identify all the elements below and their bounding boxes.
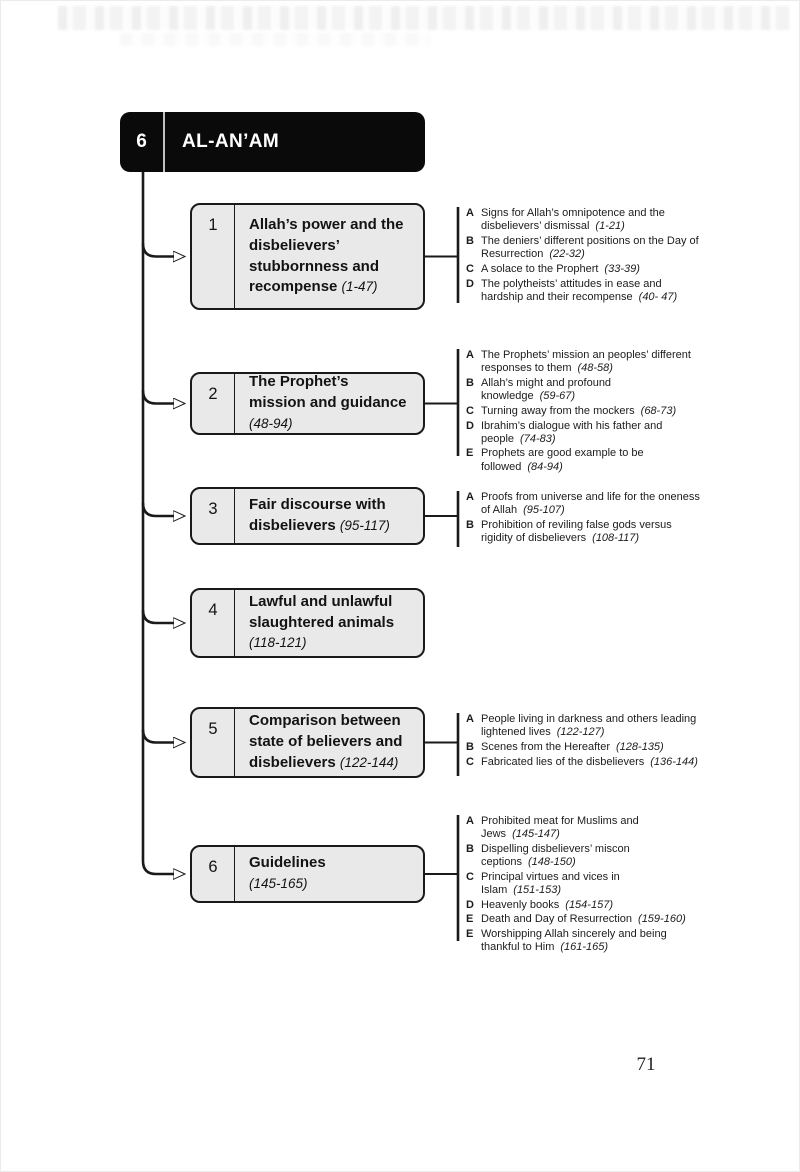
subitem-range: (161-165) bbox=[560, 941, 609, 954]
subitem bbox=[466, 815, 700, 841]
subitem-range: (68-73) bbox=[640, 404, 677, 417]
section-number: 4 bbox=[192, 590, 235, 656]
subitem bbox=[466, 756, 700, 769]
section-title-text: Allah’s power and the disbelievers’ stubbornness and recompense bbox=[249, 216, 404, 296]
subitem bbox=[466, 349, 700, 375]
subitem-letter: C bbox=[466, 262, 474, 275]
subitem-list-1 bbox=[466, 207, 700, 305]
subitem-range: (48-58) bbox=[577, 362, 613, 375]
subitem-range: (148-150) bbox=[527, 856, 576, 869]
subitem-range: (159-160) bbox=[638, 913, 686, 926]
section-title-text: Fair discourse with disbelievers bbox=[249, 496, 386, 534]
section-number: 2 bbox=[192, 374, 235, 433]
subitem-text: The polytheists’ attitudes in ease and hardship and their recompense (40- 47) bbox=[481, 277, 678, 303]
section-box-6 bbox=[190, 845, 425, 903]
subitem-text: Scenes from the Hereafter (128-135) bbox=[481, 740, 664, 753]
subitem-text: Worshipping Allah sincerely and being thankful to Him (161-165) bbox=[481, 928, 667, 954]
subitem bbox=[466, 278, 700, 304]
subitem bbox=[466, 519, 700, 545]
subitem-text: Allah’s might and profound knowledge (59-67) bbox=[481, 376, 612, 403]
section-range: (1-47) bbox=[341, 279, 378, 295]
section-title-text: Lawful and unlawful slaughtered animals bbox=[249, 592, 395, 631]
subitem-text: Dispelling disbelievers’ miscon ceptions (148-150) bbox=[481, 842, 630, 869]
subitem-range: (33-39) bbox=[604, 262, 640, 275]
subitem-range: (122-127) bbox=[556, 726, 605, 739]
section-box-4 bbox=[190, 588, 425, 658]
subitem-letter: B bbox=[466, 740, 474, 753]
subitem-letter: A bbox=[466, 491, 474, 503]
subitem-letter: B bbox=[466, 376, 474, 389]
subitem-letter: A bbox=[466, 349, 474, 361]
section-title bbox=[235, 374, 423, 433]
subitem-range: (74-83) bbox=[520, 432, 556, 445]
subitem-letter: E bbox=[466, 447, 474, 460]
subitem-text: Prohibited meat for Muslims and Jews (145-147) bbox=[481, 815, 639, 841]
subitem-text: Signs for Allah’s omnipotence and the disbelievers’ dismissal (1-21) bbox=[481, 207, 665, 233]
subitem-range: (151-153) bbox=[513, 884, 561, 897]
subitem-list-3 bbox=[466, 491, 700, 547]
subitem-range: (84-94) bbox=[527, 460, 563, 473]
page-number: 71 bbox=[636, 1054, 656, 1075]
subitem-text: Principal virtues and vices in Islam (151-153) bbox=[481, 870, 620, 897]
section-box-5 bbox=[190, 707, 425, 778]
subitem-range: (154-157) bbox=[565, 898, 613, 911]
subitem-text: People living in darkness and others leading lightened lives (122-127) bbox=[481, 713, 697, 739]
subitem bbox=[466, 899, 700, 912]
section-number: 6 bbox=[192, 847, 235, 901]
subitem bbox=[466, 377, 700, 403]
subitem-range: (95-107) bbox=[523, 504, 565, 517]
section-number: 3 bbox=[192, 489, 235, 543]
subitem-list-2 bbox=[466, 349, 700, 475]
subitem bbox=[466, 235, 700, 261]
section-title bbox=[235, 847, 423, 901]
subitem-letter: C bbox=[466, 755, 474, 768]
subitem-text: A solace to the Prophert (33-39) bbox=[481, 262, 640, 275]
subitem bbox=[466, 713, 700, 739]
subitem-list-5 bbox=[466, 713, 700, 770]
subitem-letter: A bbox=[466, 815, 474, 827]
subitem-text: Prophets are good example to be followed (84-94) bbox=[481, 447, 644, 473]
section-range: (145-165) bbox=[249, 876, 308, 891]
subitem-letter: A bbox=[466, 207, 474, 219]
section-title bbox=[235, 205, 423, 308]
section-range: (95-117) bbox=[339, 518, 390, 533]
subitem-range: (40- 47) bbox=[638, 290, 678, 303]
subitem bbox=[466, 207, 700, 233]
subitem-text: The deniers’ different positions on the Day of Resurrection (22-32) bbox=[481, 234, 699, 261]
subitem bbox=[466, 491, 700, 517]
chapter-title: AL-AN’AM bbox=[163, 112, 425, 172]
subitem-letter: B bbox=[466, 518, 474, 531]
section-title-text: The Prophet’s mission and guidance bbox=[249, 373, 407, 412]
subitem bbox=[466, 843, 700, 869]
subitem bbox=[466, 420, 700, 446]
subitem bbox=[466, 913, 700, 926]
section-title-text: Comparison between state of believers and disbelievers bbox=[249, 712, 403, 771]
section-number: 1 bbox=[192, 205, 235, 308]
section-box-2 bbox=[190, 372, 425, 435]
subitem bbox=[466, 263, 700, 276]
chapter-number: 6 bbox=[136, 131, 147, 152]
subitem-letter: D bbox=[466, 419, 474, 432]
section-title bbox=[235, 590, 423, 656]
subitem-letter: C bbox=[466, 870, 474, 883]
subitem-text: Ibrahim’s dialogue with his father and people (74-83) bbox=[481, 419, 663, 445]
subitem-text: Proofs from universe and life for the oneness of Allah (95-107) bbox=[481, 491, 700, 517]
section-title bbox=[235, 709, 423, 776]
section-range: (48-94) bbox=[249, 415, 293, 431]
section-number: 5 bbox=[192, 709, 235, 776]
subitem-letter: A bbox=[466, 713, 474, 725]
subitem bbox=[466, 405, 700, 418]
section-title bbox=[235, 489, 423, 543]
subitem-text: The Prophets’ mission an peoples’ different responses to them (48-58) bbox=[481, 349, 691, 375]
section-title-text: Guidelines bbox=[249, 854, 326, 872]
subitem-text: Fabricated lies of the disbelievers (136-144) bbox=[481, 755, 698, 768]
subitem bbox=[466, 928, 700, 954]
subitem-range: (22-32) bbox=[549, 248, 585, 261]
subitem-letter: E bbox=[466, 928, 474, 941]
subitem-text: Heavenly books (154-157) bbox=[481, 898, 613, 911]
subitem-text: Death and Day of Resurrection (159-160) bbox=[481, 913, 686, 926]
subitem-letter: B bbox=[466, 842, 474, 855]
subitem-range: (136-144) bbox=[650, 755, 698, 768]
subitem-range: (145-147) bbox=[512, 828, 560, 841]
subitem-range: (1-21) bbox=[595, 220, 625, 233]
subitem-text: Prohibition of reviling false gods versus rigidity of disbelievers (108-117) bbox=[481, 518, 672, 545]
subitem-letter: D bbox=[466, 898, 474, 911]
subitem bbox=[466, 871, 700, 897]
subitem-letter: D bbox=[466, 277, 474, 290]
section-range: (118-121) bbox=[249, 635, 307, 651]
subitem-letter: B bbox=[466, 234, 474, 247]
subitem bbox=[466, 741, 700, 754]
section-box-1 bbox=[190, 203, 425, 310]
subitem-letter: C bbox=[466, 404, 474, 417]
section-range: (122-144) bbox=[339, 754, 399, 770]
subitem-letter: E bbox=[466, 913, 474, 926]
subitem-list-6 bbox=[466, 815, 700, 956]
subitem-range: (59-67) bbox=[539, 390, 576, 403]
subitem bbox=[466, 447, 700, 473]
section-box-3 bbox=[190, 487, 425, 545]
subitem-text: Turning away from the mockers (68-73) bbox=[481, 404, 677, 417]
subitem-range: (128-135) bbox=[616, 740, 664, 753]
subitem-range: (108-117) bbox=[592, 532, 640, 545]
